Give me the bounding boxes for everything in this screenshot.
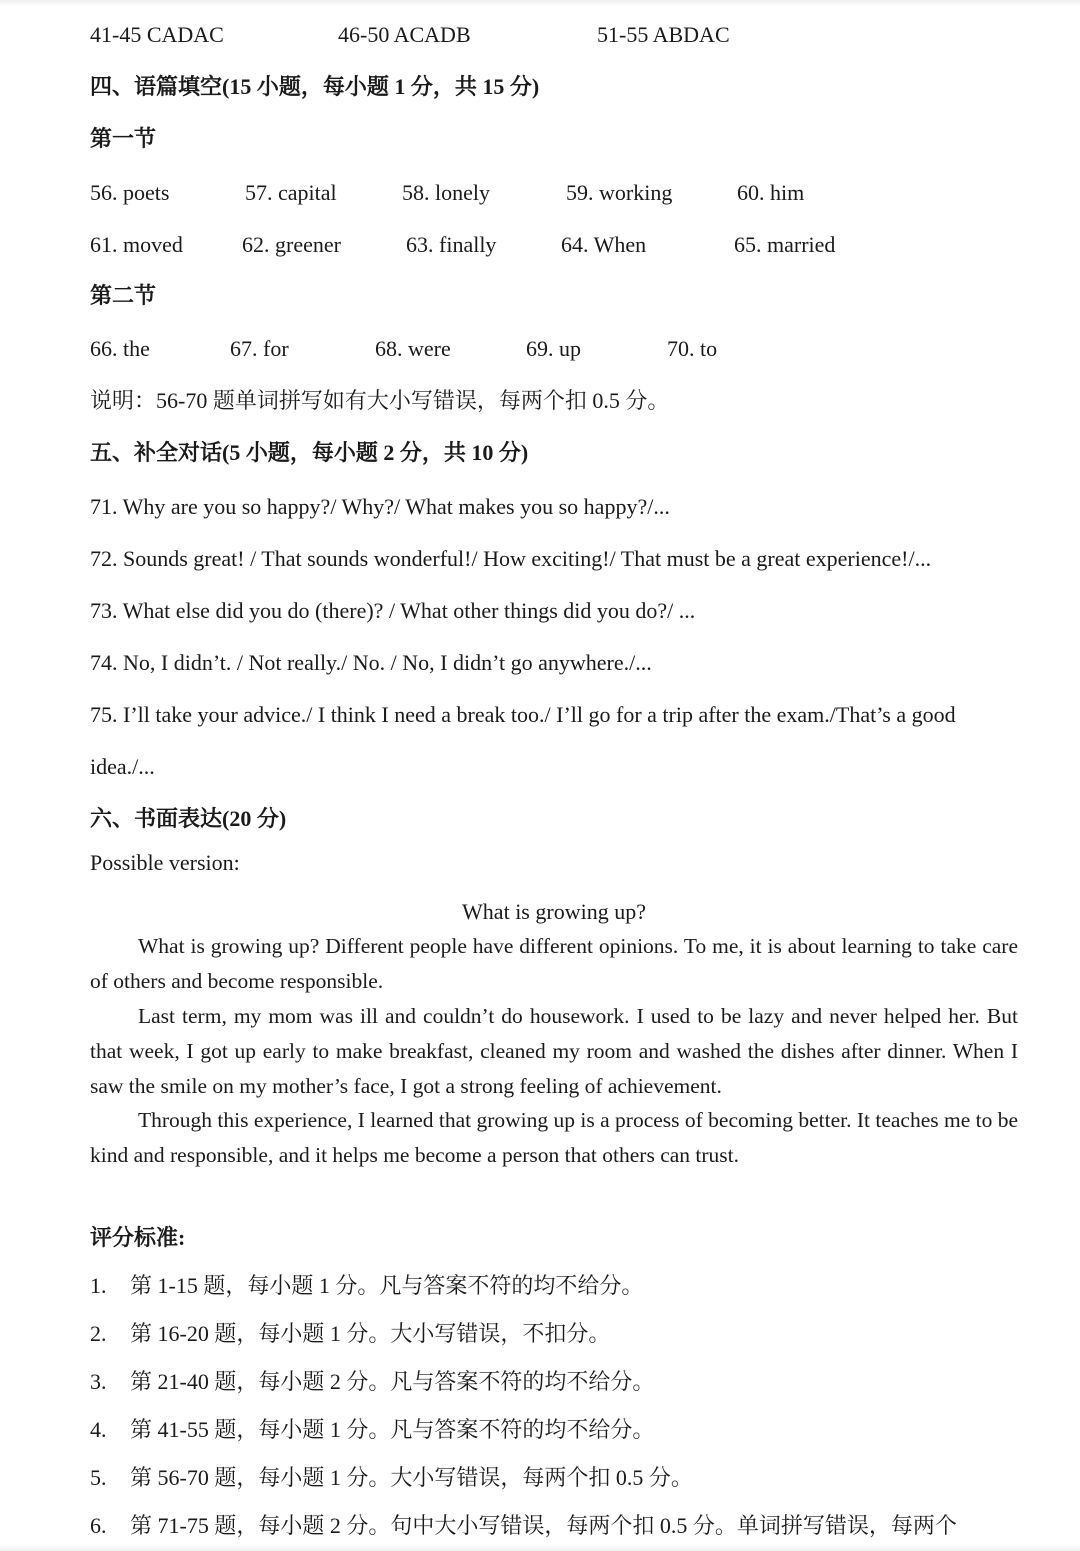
- section4-title: 四、语篇填空(15 小题，每小题 1 分，共 15 分): [90, 74, 540, 99]
- answer-56: 56. poets: [90, 180, 170, 205]
- answer-62: 62. greener: [242, 232, 341, 257]
- answer-74: 74. No, I didn’t. / Not really./ No. / No, I didn’t go anywhere./...: [90, 650, 652, 675]
- essay-title: What is growing up?: [462, 899, 646, 924]
- grading-item: [90, 1320, 610, 1348]
- answer-67: 67. for: [230, 336, 289, 361]
- grading-item-text: 第 56-70 题，每小题 1 分。大小写错误，每两个扣 0.5 分。: [130, 1465, 693, 1490]
- answer-65: 65. married: [734, 232, 836, 257]
- answer-70: 70. to: [667, 336, 718, 361]
- grading-item: [90, 1416, 654, 1444]
- essay-paragraph-2: [90, 999, 1018, 1104]
- grading-item-number: 2.: [90, 1321, 107, 1346]
- scan-top-edge: [0, 0, 1080, 6]
- grading-item: [90, 1368, 654, 1396]
- mc-answer-51-55: 51-55 ABDAC: [597, 22, 730, 47]
- section4-note: 说明：56-70 题单词拼写如有大小写错误，每两个扣 0.5 分。: [90, 388, 670, 413]
- section4-part2-title: 第二节: [90, 283, 157, 308]
- possible-version-label: Possible version:: [90, 850, 240, 875]
- answer-64: 64. When: [561, 232, 647, 257]
- grading-item-number: 6.: [90, 1513, 107, 1538]
- answer-68: 68. were: [375, 336, 451, 361]
- grading-item-number: 3.: [90, 1369, 107, 1394]
- grading-item-text: 第 41-55 题，每小题 1 分。凡与答案不符的均不给分。: [130, 1417, 655, 1442]
- answer-59: 59. working: [566, 180, 673, 205]
- answer-58: 58. lonely: [402, 180, 490, 205]
- scan-bottom-edge: [0, 1545, 1080, 1551]
- section5-title: 五、补全对话(5 小题，每小题 2 分，共 10 分): [90, 440, 529, 465]
- grading-item-number: 1.: [90, 1273, 107, 1298]
- answer-71: 71. Why are you so happy?/ Why?/ What makes you so happy?/...: [90, 494, 670, 519]
- grading-item-number: 4.: [90, 1417, 107, 1442]
- essay-paragraph-1-text: What is growing up? Different people have different opinions. To me, it is about learning to take care of others and become responsible.: [90, 934, 1018, 993]
- mc-answer-41-45: 41-45 CADAC: [90, 22, 224, 47]
- mc-answer-46-50: 46-50 ACADB: [338, 22, 471, 47]
- grading-item: [90, 1512, 957, 1540]
- essay-paragraph-2-text: Last term, my mom was ill and couldn’t do housework. I used to be lazy and never helped her. But that week, I got up early to make breakfast, cleaned my room and washed the dishes after dinner. When I saw the smile on my mother’s face, I got a strong feeling of achievement.: [90, 1004, 1018, 1098]
- grading-item-text: 第 1-15 题，每小题 1 分。凡与答案不符的均不给分。: [130, 1273, 644, 1298]
- answer-69: 69. up: [526, 336, 581, 361]
- grading-item-text: 第 71-75 题，每小题 2 分。句中大小写错误，每两个扣 0.5 分。单词拼写错误，每两个: [130, 1513, 957, 1538]
- answer-57: 57. capital: [245, 180, 337, 205]
- answer-75-continued: idea./...: [90, 754, 155, 779]
- grading-item-number: 5.: [90, 1465, 107, 1490]
- answer-66: 66. the: [90, 336, 150, 361]
- answer-73: 73. What else did you do (there)? / What other things did you do?/ ...: [90, 598, 696, 623]
- answer-63: 63. finally: [406, 232, 497, 257]
- essay-paragraph-1: [90, 929, 1018, 999]
- answer-72: 72. Sounds great! / That sounds wonderful!/ How exciting!/ That must be a great experience!/...: [90, 546, 932, 571]
- grading-item: [90, 1272, 643, 1300]
- grading-item-text: 第 21-40 题，每小题 2 分。凡与答案不符的均不给分。: [130, 1369, 655, 1394]
- essay-paragraph-3: [90, 1103, 1018, 1173]
- answer-75: 75. I’ll take your advice./ I think I need a break too./ I’ll go for a trip after the exam./That’s a good: [90, 702, 956, 727]
- essay-paragraph-3-text: Through this experience, I learned that growing up is a process of becoming better. It teaches me to be kind and responsible, and it helps me become a person that others can trust.: [90, 1108, 1019, 1167]
- answer-60: 60. him: [737, 180, 805, 205]
- grading-item-text: 第 16-20 题，每小题 1 分。大小写错误，不扣分。: [130, 1321, 611, 1346]
- grading-title: 评分标准:: [90, 1225, 186, 1250]
- section6-title: 六、书面表达(20 分): [90, 806, 287, 831]
- grading-item: [90, 1464, 693, 1492]
- section4-part1-title: 第一节: [90, 126, 157, 151]
- answer-61: 61. moved: [90, 232, 183, 257]
